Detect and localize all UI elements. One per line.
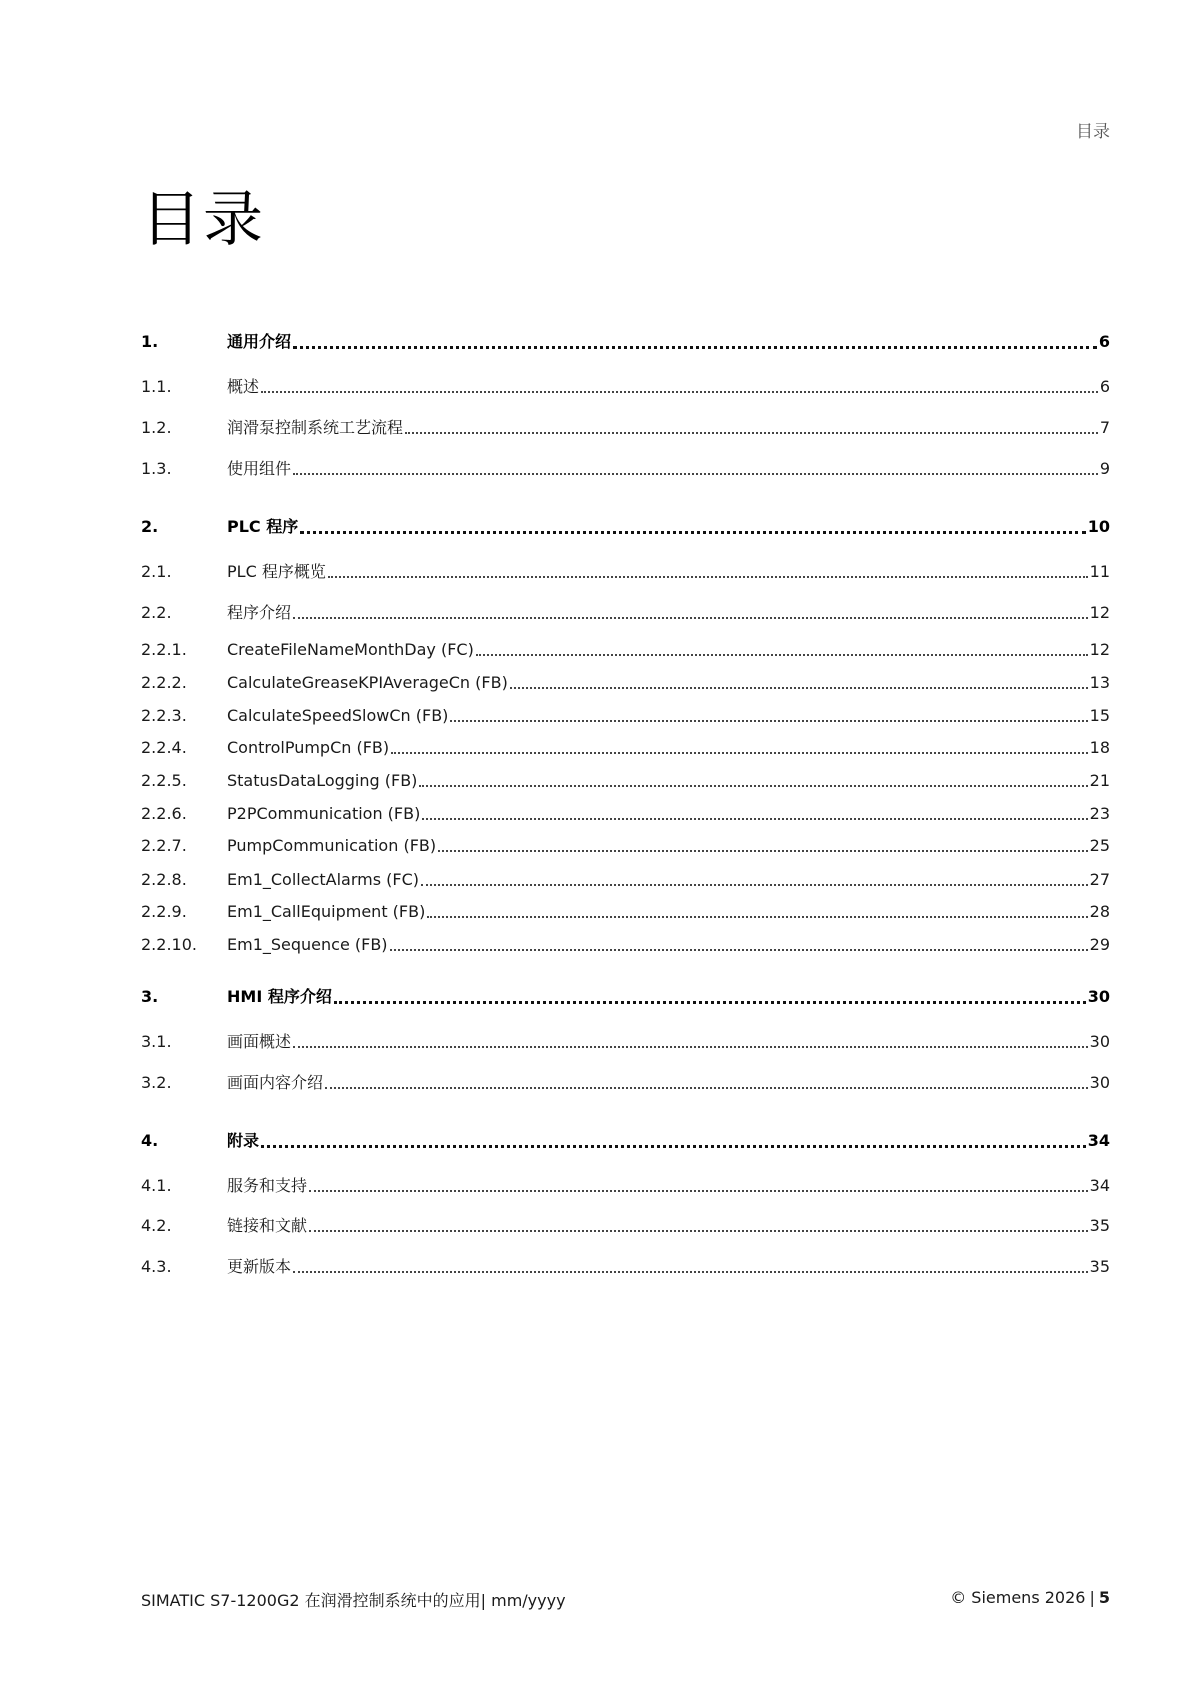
- toc-entry-number: 1.3.: [141, 459, 172, 478]
- toc-entry[interactable]: [141, 1029, 1110, 1055]
- toc-entry-title[interactable]: PLC 程序: [227, 517, 299, 536]
- toc-entry-title[interactable]: HMI 程序介绍: [227, 987, 332, 1006]
- toc-entry-page[interactable]: 10: [1087, 517, 1110, 536]
- toc-dot-leader: [293, 1271, 1088, 1273]
- page-title: 目录: [141, 185, 265, 255]
- toc-entry-number: 2.2.6.: [141, 804, 187, 823]
- toc-dot-leader: [450, 720, 1087, 722]
- toc-entry[interactable]: [141, 1173, 1110, 1199]
- toc-entry-title[interactable]: 通用介绍: [227, 332, 292, 351]
- toc-entry-title[interactable]: 画面内容介绍: [227, 1073, 324, 1092]
- toc-entry-number: 2.: [141, 517, 159, 536]
- footer-page-number: 5: [1098, 1588, 1110, 1607]
- toc-entry-page[interactable]: 27: [1089, 870, 1110, 889]
- toc-entry-title[interactable]: 程序介绍: [227, 603, 292, 622]
- toc-entry[interactable]: [141, 932, 1110, 958]
- footer-document-title: SIMATIC S7-1200G2 在润滑控制系统中的应用| mm/yyyy: [141, 1591, 566, 1610]
- toc-dot-leader: [300, 531, 1085, 534]
- toc-entry-number: 2.2.5.: [141, 771, 187, 790]
- toc-dot-leader: [293, 346, 1097, 349]
- toc-entry[interactable]: [141, 374, 1110, 400]
- toc-entry-number: 3.: [141, 987, 159, 1006]
- toc-entry-number: 2.2.10.: [141, 935, 197, 954]
- toc-dot-leader: [334, 1001, 1086, 1004]
- toc-entry-title[interactable]: P2PCommunication (FB): [227, 804, 421, 823]
- toc-dot-leader: [391, 752, 1087, 754]
- toc-entry-number: 1.1.: [141, 377, 172, 396]
- toc-entry-page[interactable]: 29: [1089, 935, 1110, 954]
- toc-dot-leader: [419, 785, 1087, 787]
- toc-entry[interactable]: [141, 703, 1110, 729]
- footer-separator: |: [1089, 1588, 1095, 1607]
- toc-entry-title[interactable]: CalculateGreaseKPIAverageCn (FB): [227, 673, 508, 692]
- toc-dot-leader: [422, 818, 1087, 820]
- toc-entry-page[interactable]: 30: [1089, 1032, 1110, 1051]
- toc-entry-title[interactable]: 画面概述: [227, 1032, 292, 1051]
- toc-entry[interactable]: [141, 801, 1110, 827]
- toc-entry-number: 2.2.9.: [141, 902, 187, 921]
- toc-entry-page[interactable]: 11: [1089, 562, 1110, 581]
- toc-entry-title[interactable]: StatusDataLogging (FB): [227, 771, 418, 790]
- toc-entry-page[interactable]: 35: [1089, 1216, 1110, 1235]
- toc-entry-number: 2.2.3.: [141, 706, 187, 725]
- toc-dot-leader: [510, 687, 1088, 689]
- toc-entry-page[interactable]: 30: [1089, 1073, 1110, 1092]
- toc-entry-number: 1.2.: [141, 418, 172, 437]
- toc-entry-title[interactable]: Em1_CollectAlarms (FC): [227, 870, 419, 889]
- toc-entry-page[interactable]: 34: [1087, 1131, 1110, 1150]
- toc-entry[interactable]: [141, 600, 1110, 626]
- toc-entry-title[interactable]: 使用组件: [227, 459, 292, 478]
- toc-dot-leader: [293, 473, 1098, 475]
- toc-entry-page[interactable]: 7: [1099, 418, 1110, 437]
- toc-entry-page[interactable]: 23: [1089, 804, 1110, 823]
- toc-entry-number: 2.2.8.: [141, 870, 187, 889]
- toc-dot-leader: [328, 576, 1088, 578]
- toc-entry-page[interactable]: 34: [1089, 1176, 1110, 1195]
- toc-entry[interactable]: [141, 984, 1110, 1010]
- toc-entry-number: 1.: [141, 332, 159, 351]
- toc-dot-leader: [261, 1145, 1086, 1148]
- toc-entry-page[interactable]: 6: [1099, 377, 1110, 396]
- toc-entry[interactable]: [141, 768, 1110, 794]
- toc-dot-leader: [293, 617, 1088, 619]
- toc-entry-title[interactable]: 服务和支持: [227, 1176, 308, 1195]
- footer-copyright: © Siemens 2026: [950, 1588, 1086, 1607]
- toc-entry-number: 2.2.: [141, 603, 172, 622]
- toc-entry[interactable]: [141, 735, 1110, 761]
- toc-entry-title[interactable]: 概述: [227, 377, 260, 396]
- toc-entry[interactable]: [141, 670, 1110, 696]
- toc-dot-leader: [325, 1087, 1088, 1089]
- running-header: 目录: [1076, 122, 1110, 142]
- toc-dot-leader: [438, 850, 1088, 852]
- toc-entry[interactable]: [141, 559, 1110, 585]
- toc-entry-title[interactable]: Em1_CallEquipment (FB): [227, 902, 426, 921]
- toc-entry-number: 2.2.7.: [141, 836, 187, 855]
- toc-entry[interactable]: [141, 637, 1110, 663]
- toc-entry[interactable]: [141, 1213, 1110, 1239]
- toc-entry-page[interactable]: 18: [1089, 738, 1110, 757]
- toc-entry-number: 3.1.: [141, 1032, 172, 1051]
- toc-entry-page[interactable]: 21: [1089, 771, 1110, 790]
- toc-entry[interactable]: [141, 329, 1110, 355]
- toc-dot-leader: [261, 391, 1098, 393]
- toc-entry-title[interactable]: 更新版本: [227, 1257, 292, 1276]
- footer-copyright-block: [950, 1588, 1110, 1607]
- toc-entry-title[interactable]: CalculateSpeedSlowCn (FB): [227, 706, 449, 725]
- toc-entry-number: 4.2.: [141, 1216, 172, 1235]
- toc-entry-page[interactable]: 6: [1098, 332, 1110, 351]
- toc-entry-page[interactable]: 12: [1089, 640, 1110, 659]
- toc-entry-title[interactable]: 附录: [227, 1131, 260, 1150]
- toc-dot-leader: [421, 884, 1088, 886]
- toc-entry-title[interactable]: 润滑泵控制系统工艺流程: [227, 418, 404, 437]
- toc-entry-page[interactable]: 35: [1089, 1257, 1110, 1276]
- toc-entry[interactable]: [141, 456, 1110, 482]
- toc-entry-page[interactable]: 13: [1089, 673, 1110, 692]
- toc-entry-page[interactable]: 15: [1089, 706, 1110, 725]
- toc-entry-title[interactable]: ControlPumpCn (FB): [227, 738, 390, 757]
- toc-dot-leader: [390, 949, 1088, 951]
- toc-entry-title[interactable]: 链接和文献: [227, 1216, 308, 1235]
- toc-entry-number: 4.1.: [141, 1176, 172, 1195]
- toc-entry-title[interactable]: PLC 程序概览: [227, 562, 326, 581]
- toc-entry[interactable]: [141, 899, 1110, 925]
- toc-entry[interactable]: [141, 514, 1110, 540]
- toc-dot-leader: [309, 1190, 1088, 1192]
- toc-dot-leader: [476, 654, 1088, 656]
- toc-entry-number: 2.2.1.: [141, 640, 187, 659]
- toc-entry[interactable]: [141, 1128, 1110, 1154]
- toc-entry-title[interactable]: Em1_Sequence (FB): [227, 935, 388, 954]
- toc-dot-leader: [293, 1046, 1088, 1048]
- toc-dot-leader: [427, 916, 1087, 918]
- toc-entry[interactable]: [141, 1070, 1110, 1096]
- toc-entry-page[interactable]: 12: [1089, 603, 1110, 622]
- toc-entry-title[interactable]: PumpCommunication (FB): [227, 836, 437, 855]
- toc-entry-page[interactable]: 9: [1099, 459, 1110, 478]
- toc-entry-number: 4.3.: [141, 1257, 172, 1276]
- toc-entry[interactable]: [141, 1254, 1110, 1280]
- toc-entry-number: 4.: [141, 1131, 159, 1150]
- toc-entry-page[interactable]: 25: [1089, 836, 1110, 855]
- toc-dot-leader: [309, 1230, 1088, 1232]
- toc-entry[interactable]: [141, 867, 1110, 893]
- toc-entry-number: 3.2.: [141, 1073, 172, 1092]
- toc-entry-number: 2.2.4.: [141, 738, 187, 757]
- toc-entry[interactable]: [141, 415, 1110, 441]
- toc-entry-number: 2.1.: [141, 562, 172, 581]
- toc-entry-page[interactable]: 28: [1089, 902, 1110, 921]
- toc-entry-number: 2.2.2.: [141, 673, 187, 692]
- toc-dot-leader: [405, 432, 1098, 434]
- toc-entry-page[interactable]: 30: [1087, 987, 1110, 1006]
- toc-entry-title[interactable]: CreateFileNameMonthDay (FC): [227, 640, 474, 659]
- toc-entry[interactable]: [141, 833, 1110, 859]
